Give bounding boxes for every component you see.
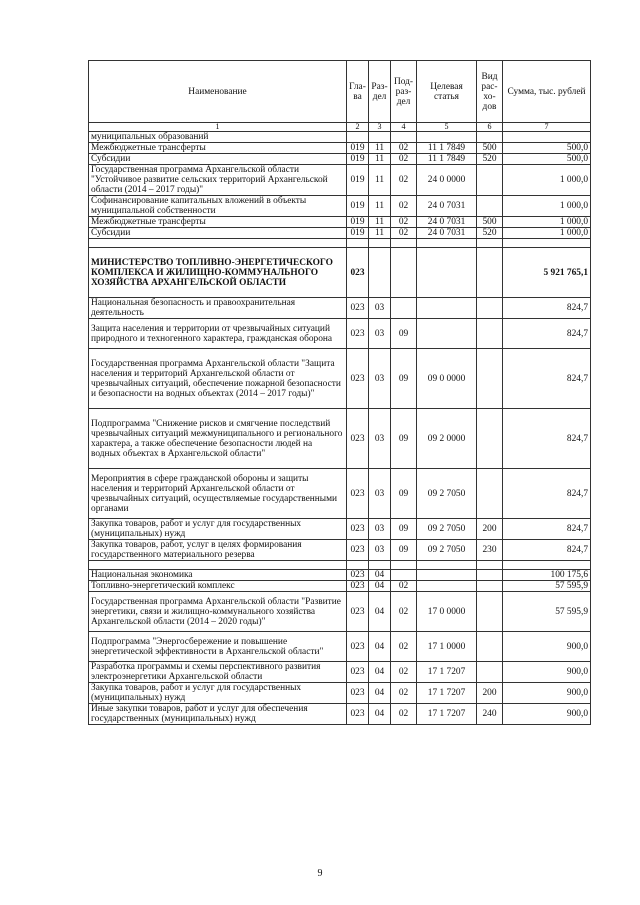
row-podrazdel-cell xyxy=(391,239,417,248)
row-summa-cell: 1 000,0 xyxy=(503,196,591,217)
row-summa-cell: 1 000,0 xyxy=(503,165,591,196)
row-glava-cell: 023 xyxy=(347,570,369,581)
row-vid-cell: 500 xyxy=(477,143,503,154)
column-number-row xyxy=(89,123,591,132)
row-podrazdel-cell: 02 xyxy=(391,592,417,632)
row-vid-cell: 230 xyxy=(477,540,503,561)
row-podrazdel-cell: 09 xyxy=(391,519,417,540)
row-summa-cell: 100 175,6 xyxy=(503,570,591,581)
row-razdel-cell: 04 xyxy=(369,592,391,632)
table-row xyxy=(89,570,591,581)
row-razdel-cell: 03 xyxy=(369,409,391,469)
row-glava-cell: 023 xyxy=(347,319,369,349)
table-row xyxy=(89,581,591,592)
row-statya-cell: 09 2 7050 xyxy=(417,540,477,561)
row-statya-cell: 09 2 7050 xyxy=(417,519,477,540)
row-name-cell: Национальная экономика xyxy=(89,570,347,581)
row-summa-cell: 824,7 xyxy=(503,349,591,409)
row-summa-cell xyxy=(503,239,591,248)
row-razdel-cell: 11 xyxy=(369,165,391,196)
row-glava-cell: 019 xyxy=(347,228,369,239)
row-name-cell: Мероприятия в сфере гражданской обороны и защиты населения и территорий Архангельской области от чрезвычайных ситуаций, осуществляемые государственными органами xyxy=(89,469,347,519)
row-podrazdel-cell: 02 xyxy=(391,632,417,662)
row-razdel-cell: 11 xyxy=(369,196,391,217)
row-summa-cell: 57 595,9 xyxy=(503,581,591,592)
table-row xyxy=(89,165,591,196)
header-summa: Сумма, тыс. рублей xyxy=(503,61,591,123)
row-razdel-cell: 11 xyxy=(369,143,391,154)
row-glava-cell: 019 xyxy=(347,217,369,228)
table-row xyxy=(89,319,591,349)
row-name-cell: Государственная программа Архангельской области "Устойчивое развитие сельских территорий Архангельской области (2014 – 2017 годы)" xyxy=(89,165,347,196)
row-statya-cell: 17 1 7207 xyxy=(417,662,477,683)
table-row xyxy=(89,662,591,683)
row-statya-cell: 17 0 0000 xyxy=(417,592,477,632)
row-razdel-cell: 11 xyxy=(369,228,391,239)
row-podrazdel-cell: 02 xyxy=(391,704,417,725)
row-statya-cell xyxy=(417,570,477,581)
page-number: 9 xyxy=(317,868,323,879)
row-razdel-cell: 03 xyxy=(369,349,391,409)
row-podrazdel-cell xyxy=(391,298,417,319)
row-summa-cell: 824,7 xyxy=(503,540,591,561)
row-glava-cell: 019 xyxy=(347,196,369,217)
row-razdel-cell xyxy=(369,239,391,248)
row-podrazdel-cell: 02 xyxy=(391,196,417,217)
row-name-cell: Закупка товаров, работ и услуг для государственных (муниципальных) нужд xyxy=(89,683,347,704)
row-vid-cell xyxy=(477,469,503,519)
row-vid-cell: 500 xyxy=(477,217,503,228)
row-summa-cell xyxy=(503,561,591,570)
row-glava-cell: 023 xyxy=(347,248,369,298)
row-summa-cell: 500,0 xyxy=(503,143,591,154)
column-number: 1 xyxy=(89,123,347,132)
header-podrazdel: Под-раз-дел xyxy=(391,61,417,123)
table-body xyxy=(89,132,591,725)
table-row xyxy=(89,248,591,298)
table-row xyxy=(89,683,591,704)
row-vid-cell: 520 xyxy=(477,228,503,239)
row-vid-cell xyxy=(477,592,503,632)
row-glava-cell: 023 xyxy=(347,298,369,319)
row-statya-cell: 09 0 0000 xyxy=(417,349,477,409)
row-razdel-cell: 04 xyxy=(369,632,391,662)
row-summa-cell: 824,7 xyxy=(503,298,591,319)
row-glava-cell: 023 xyxy=(347,592,369,632)
row-name-cell: Иные закупки товаров, работ и услуг для обеспечения государственных (муниципальных) нужд xyxy=(89,704,347,725)
row-name-cell: Субсидии xyxy=(89,228,347,239)
row-summa-cell: 900,0 xyxy=(503,683,591,704)
row-name-cell: Государственная программа Архангельской области "Развитие энергетики, связи и жилищно-коммунального хозяйства Архангельской области (2014 – 2020 годы)" xyxy=(89,592,347,632)
row-glava-cell xyxy=(347,239,369,248)
row-summa-cell: 1 000,0 xyxy=(503,228,591,239)
row-razdel-cell: 04 xyxy=(369,581,391,592)
row-statya-cell xyxy=(417,561,477,570)
table-row xyxy=(89,228,591,239)
row-glava-cell: 019 xyxy=(347,143,369,154)
table-row xyxy=(89,154,591,165)
table-row xyxy=(89,217,591,228)
row-glava-cell xyxy=(347,561,369,570)
row-statya-cell xyxy=(417,581,477,592)
row-podrazdel-cell: 02 xyxy=(391,683,417,704)
row-glava-cell: 023 xyxy=(347,519,369,540)
row-summa-cell: 900,0 xyxy=(503,704,591,725)
row-name-cell: Разработка программы и схемы перспективного развития электроэнергетики Архангельской области xyxy=(89,662,347,683)
column-number: 7 xyxy=(503,123,591,132)
row-vid-cell: 200 xyxy=(477,683,503,704)
row-summa-cell: 5 921 765,1 xyxy=(503,248,591,298)
row-statya-cell xyxy=(417,239,477,248)
row-podrazdel-cell: 02 xyxy=(391,228,417,239)
row-vid-cell: 520 xyxy=(477,154,503,165)
row-razdel-cell: 11 xyxy=(369,217,391,228)
row-glava-cell: 019 xyxy=(347,154,369,165)
row-podrazdel-cell: 02 xyxy=(391,165,417,196)
row-glava-cell: 023 xyxy=(347,581,369,592)
row-name-cell: Государственная программа Архангельской области "Защита населения и территорий Архангельской области от чрезвычайных ситуаций, обеспечение пожарной безопасности и безопасности на водных объектах (2014 – 2017 годы)" xyxy=(89,349,347,409)
table-row xyxy=(89,632,591,662)
row-name-cell: Межбюджетные трансферты xyxy=(89,143,347,154)
row-razdel-cell: 04 xyxy=(369,570,391,581)
row-name-cell: Подпрограмма "Энергосбережение и повышение энергетической эффективности в Архангельской области" xyxy=(89,632,347,662)
row-razdel-cell: 03 xyxy=(369,469,391,519)
row-vid-cell xyxy=(477,570,503,581)
spacer-row xyxy=(89,561,591,570)
row-vid-cell xyxy=(477,298,503,319)
row-statya-cell: 11 1 7849 xyxy=(417,154,477,165)
row-razdel-cell: 03 xyxy=(369,319,391,349)
row-name-cell: Подпрограмма "Снижение рисков и смягчение последствий чрезвычайных ситуаций межмуниципального и регионального характера, а также обеспечение безопасности людей на водных объектах в Архангельской области" xyxy=(89,409,347,469)
row-glava-cell: 023 xyxy=(347,540,369,561)
row-vid-cell: 200 xyxy=(477,519,503,540)
row-vid-cell xyxy=(477,349,503,409)
row-name-cell: МИНИСТЕРСТВО ТОПЛИВНО-ЭНЕРГЕТИЧЕСКОГО КОМПЛЕКСА И ЖИЛИЩНО-КОММУНАЛЬНОГО ХОЗЯЙСТВА АРХАНГЕЛЬСКОЙ ОБЛАСТИ xyxy=(89,248,347,298)
row-razdel-cell xyxy=(369,132,391,143)
column-number: 6 xyxy=(477,123,503,132)
row-podrazdel-cell: 09 xyxy=(391,540,417,561)
row-statya-cell: 09 2 0000 xyxy=(417,409,477,469)
row-summa-cell: 900,0 xyxy=(503,632,591,662)
row-statya-cell: 24 0 7031 xyxy=(417,228,477,239)
column-number: 3 xyxy=(369,123,391,132)
table-row xyxy=(89,298,591,319)
row-podrazdel-cell xyxy=(391,248,417,298)
row-name-cell: Национальная безопасность и правоохранительная деятельность xyxy=(89,298,347,319)
budget-table xyxy=(88,60,591,725)
row-summa-cell: 57 595,9 xyxy=(503,592,591,632)
row-name-cell: муниципальных образований xyxy=(89,132,347,143)
table-row xyxy=(89,592,591,632)
row-glava-cell: 023 xyxy=(347,349,369,409)
row-vid-cell xyxy=(477,239,503,248)
row-podrazdel-cell: 09 xyxy=(391,319,417,349)
spacer-row xyxy=(89,239,591,248)
row-vid-cell xyxy=(477,561,503,570)
row-statya-cell xyxy=(417,319,477,349)
row-razdel-cell: 04 xyxy=(369,683,391,704)
table-row xyxy=(89,704,591,725)
row-podrazdel-cell: 02 xyxy=(391,154,417,165)
row-podrazdel-cell: 09 xyxy=(391,469,417,519)
column-number: 5 xyxy=(417,123,477,132)
row-statya-cell: 17 1 7207 xyxy=(417,683,477,704)
row-razdel-cell: 03 xyxy=(369,540,391,561)
row-razdel-cell xyxy=(369,561,391,570)
row-statya-cell: 11 1 7849 xyxy=(417,143,477,154)
header-statya: Целевая статья xyxy=(417,61,477,123)
row-glava-cell: 023 xyxy=(347,704,369,725)
row-glava-cell: 023 xyxy=(347,683,369,704)
row-name-cell: Закупка товаров, работ, услуг в целях формирования государственного материального резерва xyxy=(89,540,347,561)
row-statya-cell: 17 1 0000 xyxy=(417,632,477,662)
row-summa-cell: 824,7 xyxy=(503,519,591,540)
row-name-cell: Защита населения и территории от чрезвычайных ситуаций природного и техногенного характера, гражданская оборона xyxy=(89,319,347,349)
row-razdel-cell: 03 xyxy=(369,519,391,540)
row-razdel-cell: 11 xyxy=(369,154,391,165)
row-statya-cell xyxy=(417,298,477,319)
row-summa-cell: 1 000,0 xyxy=(503,217,591,228)
row-vid-cell xyxy=(477,319,503,349)
row-vid-cell: 240 xyxy=(477,704,503,725)
row-summa-cell: 900,0 xyxy=(503,662,591,683)
row-name-cell: Топливно-энергетический комплекс xyxy=(89,581,347,592)
table-row xyxy=(89,196,591,217)
header-name: Наименование xyxy=(89,61,347,123)
row-razdel-cell: 03 xyxy=(369,298,391,319)
row-vid-cell xyxy=(477,132,503,143)
row-vid-cell xyxy=(477,409,503,469)
row-glava-cell: 023 xyxy=(347,469,369,519)
row-summa-cell: 500,0 xyxy=(503,154,591,165)
table-row xyxy=(89,132,591,143)
row-podrazdel-cell: 02 xyxy=(391,581,417,592)
row-glava-cell xyxy=(347,132,369,143)
row-vid-cell xyxy=(477,662,503,683)
row-name-cell: Закупка товаров, работ и услуг для государственных (муниципальных) нужд xyxy=(89,519,347,540)
row-summa-cell: 824,7 xyxy=(503,409,591,469)
row-glava-cell: 023 xyxy=(347,409,369,469)
row-razdel-cell: 04 xyxy=(369,704,391,725)
row-podrazdel-cell: 02 xyxy=(391,143,417,154)
row-glava-cell: 023 xyxy=(347,632,369,662)
row-podrazdel-cell: 02 xyxy=(391,662,417,683)
row-podrazdel-cell xyxy=(391,561,417,570)
row-statya-cell: 09 2 7050 xyxy=(417,469,477,519)
row-podrazdel-cell: 09 xyxy=(391,349,417,409)
row-vid-cell xyxy=(477,196,503,217)
header-row xyxy=(89,61,591,123)
header-glava: Гла-ва xyxy=(347,61,369,123)
row-summa-cell: 824,7 xyxy=(503,319,591,349)
row-vid-cell xyxy=(477,248,503,298)
table-row xyxy=(89,409,591,469)
row-name-cell: Субсидии xyxy=(89,154,347,165)
row-statya-cell: 24 0 0000 xyxy=(417,165,477,196)
row-summa-cell: 824,7 xyxy=(503,469,591,519)
row-podrazdel-cell xyxy=(391,570,417,581)
table-row xyxy=(89,540,591,561)
row-name-cell xyxy=(89,239,347,248)
row-vid-cell xyxy=(477,165,503,196)
header-vid: Вид рас-хо-дов xyxy=(477,61,503,123)
row-podrazdel-cell xyxy=(391,132,417,143)
row-statya-cell: 24 0 7031 xyxy=(417,196,477,217)
row-statya-cell xyxy=(417,248,477,298)
table-row xyxy=(89,519,591,540)
row-vid-cell xyxy=(477,632,503,662)
row-name-cell: Софинансирование капитальных вложений в объекты муниципальной собственности xyxy=(89,196,347,217)
row-name-cell: Межбюджетные трансферты xyxy=(89,217,347,228)
row-statya-cell: 24 0 7031 xyxy=(417,217,477,228)
row-summa-cell xyxy=(503,132,591,143)
header-razdel: Раз-дел xyxy=(369,61,391,123)
table-row xyxy=(89,349,591,409)
row-statya-cell xyxy=(417,132,477,143)
column-number: 4 xyxy=(391,123,417,132)
table-row xyxy=(89,143,591,154)
row-glava-cell: 023 xyxy=(347,662,369,683)
row-vid-cell xyxy=(477,581,503,592)
row-razdel-cell xyxy=(369,248,391,298)
column-number: 2 xyxy=(347,123,369,132)
row-name-cell xyxy=(89,561,347,570)
table-row xyxy=(89,469,591,519)
row-razdel-cell: 04 xyxy=(369,662,391,683)
row-glava-cell: 019 xyxy=(347,165,369,196)
row-statya-cell: 17 1 7207 xyxy=(417,704,477,725)
row-podrazdel-cell: 02 xyxy=(391,217,417,228)
row-podrazdel-cell: 09 xyxy=(391,409,417,469)
